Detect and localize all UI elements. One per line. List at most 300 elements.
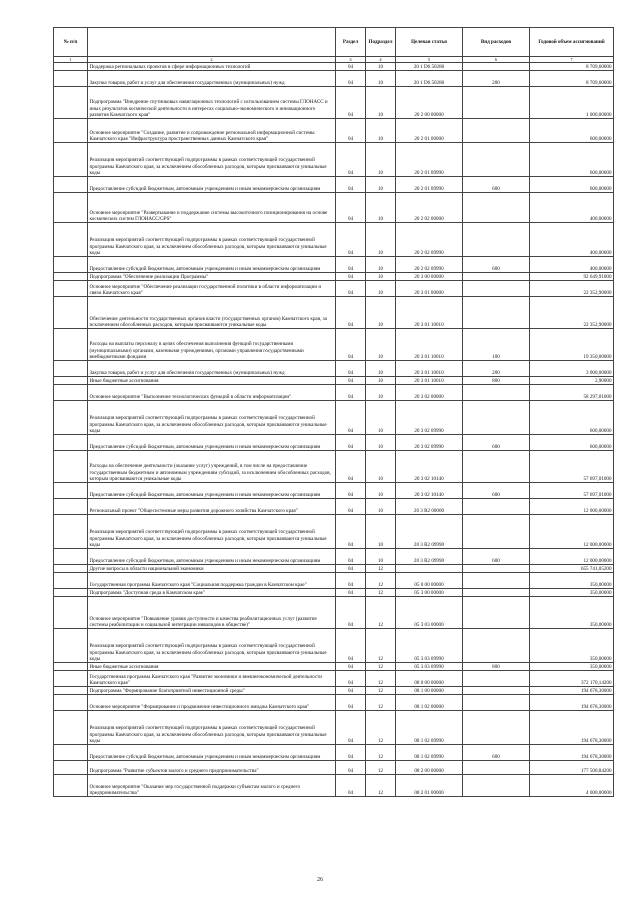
row-sum: 58 297,01000 [530,385,614,401]
table-row [54,193,614,223]
row-vid: 200 [463,71,530,87]
table-row [54,597,614,629]
row-statya: 20 3 01 10010 [396,329,463,361]
row-podrazdel: 10 [366,499,396,515]
row-statya: 20 3 00 00000 [396,273,463,281]
row-name: Государственная программа Камчатского края "Развитие экономики и внешнеэкономической деятельности Камчатского края" [88,671,336,687]
row-vid: 600 [463,745,530,761]
column-number: 7 [530,57,614,63]
row-statya: 08 1 02 00000 [396,695,463,711]
row-razdel: 04 [336,589,366,597]
row-razdel: 04 [336,687,366,695]
row-vid [463,401,530,435]
row-razdel: 04 [336,695,366,711]
row-podrazdel: 10 [366,361,396,377]
row-statya: 20 3 02 09990 [396,401,463,435]
table-row [54,71,614,87]
header-vid: Вид расходов [463,28,530,57]
table-row [54,401,614,435]
row-statya: 05 3 03 09990 [396,629,463,663]
budget-document [53,27,613,797]
row-statya: 08 1 02 09990 [396,745,463,761]
row-number [54,281,88,297]
row-number [54,361,88,377]
row-statya: 20 2 02 00000 [396,193,463,223]
row-vid [463,499,530,515]
row-statya: 20 1 D6 50280 [396,71,463,87]
row-sum: 3 000,00000 [530,361,614,377]
row-number [54,775,88,797]
row-sum: 400,00000 [530,223,614,257]
row-vid [463,515,530,549]
row-number [54,671,88,687]
row-podrazdel: 10 [366,257,396,273]
table-row [54,281,614,297]
table-row [54,177,614,193]
row-vid [463,687,530,695]
row-razdel: 04 [336,361,366,377]
row-name: Предоставление субсидий бюджетным, автономным учреждениям и иным некоммерческим организациям [88,257,336,273]
row-number [54,629,88,663]
row-statya: 05 0 00 00000 [396,573,463,589]
row-sum: 372 170,14200 [530,671,614,687]
row-sum: 1 000,00000 [530,87,614,119]
table-row [54,377,614,385]
row-sum: 600,00000 [530,119,614,143]
row-podrazdel: 10 [366,119,396,143]
row-sum: 4 000,00000 [530,775,614,797]
table-row [54,143,614,177]
row-sum: 92 649,91000 [530,273,614,281]
row-podrazdel: 12 [366,597,396,629]
row-podrazdel: 10 [366,385,396,401]
row-number [54,297,88,329]
row-razdel: 04 [336,143,366,177]
table-row [54,297,614,329]
table-row [54,87,614,119]
row-sum: 400,00000 [530,257,614,273]
row-podrazdel: 10 [366,281,396,297]
row-podrazdel: 12 [366,695,396,711]
row-number [54,573,88,589]
row-sum: 12 000,00000 [530,499,614,515]
row-name: Основное мероприятие "Повышение уровня доступности и качества реабилитационных услуг (развитие системы реабилитации и социальной интеграции инвалидов в обществе)" [88,597,336,629]
header-name [88,28,336,57]
row-razdel: 04 [336,281,366,297]
row-name: Подпрограмма "Обеспечение реализации Программы" [88,273,336,281]
row-vid [463,119,530,143]
row-podrazdel: 10 [366,549,396,565]
row-podrazdel: 10 [366,451,396,483]
row-vid: 800 [463,377,530,385]
row-razdel: 04 [336,329,366,361]
row-razdel: 04 [336,671,366,687]
row-vid [463,223,530,257]
row-vid [463,193,530,223]
row-number [54,63,88,71]
row-razdel: 04 [336,71,366,87]
row-statya: 08 0 00 00000 [396,671,463,687]
row-razdel: 04 [336,297,366,329]
table-row [54,565,614,573]
row-number [54,193,88,223]
row-razdel: 04 [336,549,366,565]
table-row [54,589,614,597]
row-razdel: 04 [336,565,366,573]
row-podrazdel: 12 [366,761,396,775]
row-podrazdel: 10 [366,273,396,281]
row-number [54,451,88,483]
row-number [54,223,88,257]
page-number: 26 [317,877,323,883]
row-sum: 12 000,00000 [530,515,614,549]
row-podrazdel: 10 [366,377,396,385]
row-razdel: 04 [336,483,366,499]
row-razdel: 04 [336,63,366,71]
row-vid [463,273,530,281]
row-razdel: 04 [336,87,366,119]
row-podrazdel: 10 [366,223,396,257]
table-row [54,435,614,451]
row-statya: 05 3 03 09990 [396,663,463,671]
row-vid [463,775,530,797]
row-name: Расходы на выплаты персоналу в целях обеспечения выполнения функций государственными (муниципальными) органами, казенными учреждениями, органами управления государственными внебюджетными фондами [88,329,336,361]
row-number [54,329,88,361]
row-podrazdel: 10 [366,329,396,361]
table-row [54,687,614,695]
row-statya: 20 2 02 09990 [396,257,463,273]
row-statya: 20 3 02 00000 [396,385,463,401]
column-number: 1 [54,57,88,63]
row-name: Предоставление субсидий бюджетным, автономным учреждениям и иным некоммерческим организациям [88,177,336,193]
row-name: Подпрограмма "Доступная среда в Камчатском крае" [88,589,336,597]
row-name: Основное мероприятие "Обеспечение реализации государственной политики в области информатизации и связи Камчатского края" [88,281,336,297]
row-vid [463,711,530,745]
row-razdel: 04 [336,597,366,629]
row-statya: 20 3 R2 09990 [396,515,463,549]
row-statya: 20 3 01 10010 [396,361,463,377]
row-statya: 20 2 00 00000 [396,87,463,119]
row-statya: 08 2 01 00000 [396,775,463,797]
row-statya: 05 3 00 00000 [396,589,463,597]
row-vid: 600 [463,257,530,273]
row-vid: 600 [463,435,530,451]
row-name: Реализация мероприятий соответствующей подпрограммы в рамках соответствующей государственной программы Камчатского края, за исключением обособленных расходов, которым присваиваются уникальные коды [88,143,336,177]
column-number: 5 [396,57,463,63]
row-vid: 600 [463,483,530,499]
row-podrazdel: 12 [366,745,396,761]
row-razdel: 04 [336,629,366,663]
table-row [54,549,614,565]
row-number [54,597,88,629]
row-name: Закупка товаров, работ и услуг для обеспечения государственных (муниципальных) нужд [88,361,336,377]
row-sum: 12 000,00000 [530,549,614,565]
header-podrazdel: Подраздел [366,28,396,57]
row-vid [463,761,530,775]
row-sum: 350,00000 [530,597,614,629]
row-vid: 600 [463,549,530,565]
row-number [54,87,88,119]
row-vid: 800 [463,663,530,671]
row-sum: 22 352,90000 [530,297,614,329]
row-sum: 600,00000 [530,435,614,451]
table-row [54,329,614,361]
row-vid [463,695,530,711]
row-razdel: 04 [336,119,366,143]
row-razdel: 04 [336,775,366,797]
row-vid [463,597,530,629]
row-name: Поддержка региональных проектов в сфере информационных технологий [88,63,336,71]
row-name: Реализация мероприятий соответствующей подпрограммы в рамках соответствующей государственной программы Камчатского края, за исключением обособленных расходов, которым присваиваются уникальные коды [88,401,336,435]
row-razdel: 04 [336,223,366,257]
row-statya: 05 3 03 00000 [396,597,463,629]
table-row [54,223,614,257]
row-vid [463,143,530,177]
row-razdel: 04 [336,573,366,589]
row-sum: 194 678,30000 [530,711,614,745]
row-vid: 200 [463,361,530,377]
row-vid [463,63,530,71]
row-podrazdel: 10 [366,515,396,549]
row-number [54,711,88,745]
table-row [54,573,614,589]
row-sum: 194 678,30000 [530,687,614,695]
row-number [54,385,88,401]
table-row [54,745,614,761]
table-row [54,629,614,663]
row-statya: 20 3 R2 00000 [396,499,463,515]
row-name: Другие вопросы в области национальной экономики [88,565,336,573]
row-name: Подпрограмма "Развитие субъектов малого и среднего предпринимательства" [88,761,336,775]
table-row [54,451,614,483]
row-statya: 20 3 R2 09990 [396,549,463,565]
row-razdel: 04 [336,711,366,745]
row-podrazdel: 12 [366,775,396,797]
row-number [54,143,88,177]
row-number [54,435,88,451]
table-row [54,499,614,515]
row-razdel: 04 [336,451,366,483]
row-statya: 20 2 02 09990 [396,223,463,257]
row-vid [463,565,530,573]
row-statya: 20 3 02 10140 [396,483,463,499]
table-row [54,761,614,775]
row-sum: 57 697,01000 [530,483,614,499]
row-number [54,565,88,573]
table-row [54,273,614,281]
table-row [54,775,614,797]
row-sum: 19 350,00000 [530,329,614,361]
table-row [54,711,614,745]
row-number [54,119,88,143]
row-vid [463,87,530,119]
row-razdel: 04 [336,499,366,515]
row-razdel: 04 [336,385,366,401]
row-podrazdel: 10 [366,297,396,329]
row-name: Предоставление субсидий бюджетным, автономным учреждениям и иным некоммерческим организациям [88,483,336,499]
row-sum: 8 709,60000 [530,63,614,71]
table-row [54,119,614,143]
row-sum: 350,00000 [530,573,614,589]
row-sum: 350,00000 [530,663,614,671]
table-row [54,361,614,377]
column-number: 2 [88,57,336,63]
row-podrazdel: 12 [366,671,396,687]
row-statya: 20 2 01 09990 [396,143,463,177]
row-sum: 600,00000 [530,177,614,193]
row-podrazdel: 10 [366,435,396,451]
row-sum: 177 500,84200 [530,761,614,775]
row-vid [463,297,530,329]
row-name: Региональный проект "Общесистемные меры развития дорожного хозяйства Камчатского края" [88,499,336,515]
row-vid [463,281,530,297]
row-number [54,401,88,435]
row-sum: 2,90000 [530,377,614,385]
row-sum: 194 678,30000 [530,695,614,711]
table-row [54,515,614,549]
row-number [54,499,88,515]
row-razdel: 04 [336,273,366,281]
row-name: Предоставление субсидий бюджетным, автономным учреждениям и иным некоммерческим организациям [88,549,336,565]
row-statya: 20 1 D6 50280 [396,63,463,71]
row-name: Предоставление субсидий бюджетным, автономным учреждениям и иным некоммерческим организациям [88,435,336,451]
row-razdel: 04 [336,761,366,775]
row-razdel: 04 [336,401,366,435]
row-number [54,71,88,87]
row-statya: 20 2 01 09990 [396,177,463,193]
row-vid [463,385,530,401]
row-statya: 20 3 02 10140 [396,451,463,483]
header-statya: Целевая статья [396,28,463,57]
header-sum: Годовой объем ассигнований [530,28,614,57]
row-statya: 20 3 01 00000 [396,281,463,297]
row-number [54,695,88,711]
table-row [54,695,614,711]
row-number [54,273,88,281]
row-name: Подпрограмма "Внедрение спутниковых навигационных технологий с использованием системы ГЛОНАСС и иных результатов космической деятельности в интересах социально-экономического и инновационного развития Камчатского края" [88,87,336,119]
row-name: Подпрограмма "Формирование благоприятной инвестиционной среды" [88,687,336,695]
row-statya: 20 3 02 09990 [396,435,463,451]
row-razdel: 04 [336,663,366,671]
row-name: Предоставление субсидий бюджетным, автономным учреждениям и иным некоммерческим организациям [88,745,336,761]
row-sum: 8 709,60000 [530,71,614,87]
row-name: Расходы на обеспечение деятельности (оказание услуг) учреждений, в том числе на предоставление государственным бюджетным и автономным учреждениям субсидий, за исключением обособленных расходов, которым присваиваются уникальные коды [88,451,336,483]
row-podrazdel: 12 [366,589,396,597]
row-number [54,589,88,597]
row-name: Обеспечение деятельности государственных органов власти (государственных органов) Камчатского края, за исключением обособленных расходов, которым присваиваются уникальные коды [88,297,336,329]
table-row [54,257,614,273]
row-vid: 600 [463,177,530,193]
row-vid [463,573,530,589]
row-vid [463,671,530,687]
row-name: Государственная программа Камчатского края "Социальная поддержка граждан в Камчатском крае" [88,573,336,589]
row-number [54,257,88,273]
row-razdel: 04 [336,377,366,385]
row-statya: 20 2 01 00000 [396,119,463,143]
row-number [54,483,88,499]
row-name: Иные бюджетные ассигнования [88,663,336,671]
row-podrazdel: 10 [366,177,396,193]
row-name: Основное мероприятие "Создание, развитие и сопровождение региональной информационной системы Камчатского края "Инфраструктура пространственных данных Камчатского края" [88,119,336,143]
row-name: Реализация мероприятий соответствующей подпрограммы в рамках соответствующей государственной программы Камчатского края, за исключением обособленных расходов, которым присваиваются уникальные коды [88,223,336,257]
row-name: Основное мероприятие "Выполнение технологических функций в области информатизации" [88,385,336,401]
row-podrazdel: 10 [366,87,396,119]
row-sum: 655 741,05200 [530,565,614,573]
row-number [54,177,88,193]
row-podrazdel: 10 [366,483,396,499]
row-name: Реализация мероприятий соответствующей подпрограммы в рамках соответствующей государственной программы Камчатского края, за исключением обособленных расходов, которым присваиваются уникальные коды [88,515,336,549]
table-row [54,483,614,499]
row-statya: 20 3 01 10010 [396,297,463,329]
row-podrazdel: 12 [366,629,396,663]
row-sum: 22 352,90000 [530,281,614,297]
table-header-row [54,28,614,57]
row-number [54,745,88,761]
row-razdel: 04 [336,745,366,761]
row-podrazdel: 12 [366,663,396,671]
table-row [54,671,614,687]
row-number [54,761,88,775]
row-name: Реализация мероприятий соответствующей подпрограммы в рамках соответствующей государственной программы Камчатского края, за исключением обособленных расходов, которым присваиваются уникальные коды [88,629,336,663]
row-vid: 100 [463,329,530,361]
row-number [54,687,88,695]
row-podrazdel: 10 [366,193,396,223]
row-name: Иные бюджетные ассигнования [88,377,336,385]
row-name: Основное мероприятие "Развертывание и поддержание системы высокоточного позиционирования на основе космических систем ГЛОНАСС/GPS" [88,193,336,223]
table-row [54,63,614,71]
row-podrazdel: 10 [366,63,396,71]
row-podrazdel: 12 [366,711,396,745]
row-sum: 400,00000 [530,193,614,223]
row-sum: 194 678,30000 [530,745,614,761]
row-razdel: 04 [336,193,366,223]
row-sum: 57 697,01000 [530,451,614,483]
row-sum: 600,00000 [530,143,614,177]
column-number: 4 [366,57,396,63]
row-podrazdel: 12 [366,565,396,573]
row-name: Закупка товаров, работ и услуг для обеспечения государственных (муниципальных) нужд [88,71,336,87]
row-statya [396,565,463,573]
row-sum: 600,00000 [530,401,614,435]
table-row [54,385,614,401]
row-name: Основное мероприятие "Формирование и продвижение инвестиционного имиджа Камчатского края" [88,695,336,711]
row-number [54,663,88,671]
row-number [54,377,88,385]
row-podrazdel: 10 [366,143,396,177]
table-body [54,63,614,797]
row-statya: 08 1 02 09990 [396,711,463,745]
row-vid [463,589,530,597]
column-number: 3 [336,57,366,63]
row-sum: 350,00000 [530,629,614,663]
row-statya: 08 1 00 00000 [396,687,463,695]
row-sum: 350,00000 [530,589,614,597]
column-number: 6 [463,57,530,63]
row-podrazdel: 10 [366,401,396,435]
header-razdel: Раздел [336,28,366,57]
row-razdel: 04 [336,177,366,193]
row-razdel: 04 [336,435,366,451]
budget-table [53,27,614,797]
row-statya: 20 3 01 10010 [396,377,463,385]
row-number [54,515,88,549]
row-number [54,549,88,565]
row-name: Реализация мероприятий соответствующей подпрограммы в рамках соответствующей государственной программы Камчатского края, за исключением обособленных расходов, которым присваиваются уникальные коды [88,711,336,745]
row-razdel: 04 [336,257,366,273]
row-vid [463,451,530,483]
row-vid [463,629,530,663]
row-name: Основное мероприятие "Оказание мер государственной поддержки субъектам малого и среднего предпринимательства" [88,775,336,797]
